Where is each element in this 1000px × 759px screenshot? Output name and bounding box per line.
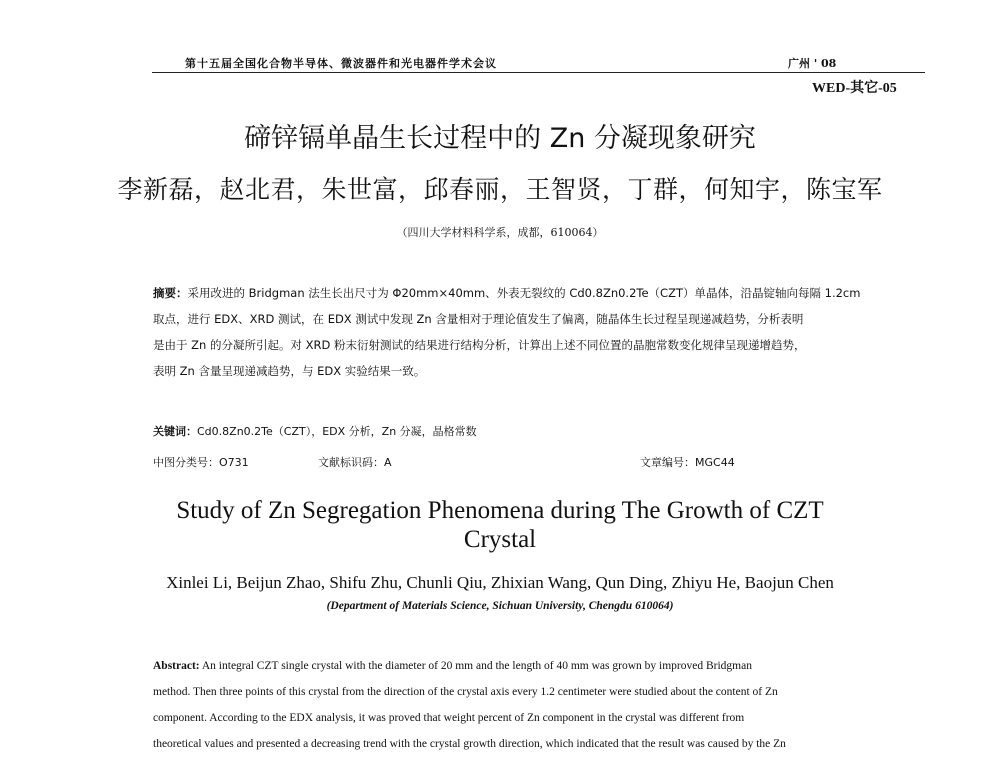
paper-code: WED-其它-05 xyxy=(812,81,897,96)
chinese-keywords-text: Cd0.8Zn0.2Te（CZT），EDX 分析，Zn 分凝，晶格常数 xyxy=(197,425,477,438)
chinese-abstract-line: 取点，进行 EDX、XRD 测试，在 EDX 测试中发现 Zn 含量相对于理论值发生了偏离，随晶体生长过程呈现递减趋势，分析表明 xyxy=(153,312,804,326)
classification-number: 中图分类号：O731 xyxy=(153,456,249,469)
chinese-abstract-text: 采用改进的 Bridgman 法生长出尺寸为 Φ20mm×40mm、外表无裂纹的 Cd0.8Zn0.2Te（CZT）单晶体，沿晶锭轴向每隔 1.2cm xyxy=(187,286,861,300)
conference-header: 第十五届全国化合物半导体、微波器件和光电器件学术会议 xyxy=(185,57,497,70)
english-abstract-text: An integral CZT single crystal with the diameter of 20 mm and the length of 40 mm was grown by improved Bridgman xyxy=(201,660,752,672)
conference-place-year: 广州 ' 08 xyxy=(788,57,837,70)
chinese-abstract-line: 是由于 Zn 的分凝所引起。对 XRD 粉末衍射测试的结果进行结构分析，计算出上述不同位置的晶胞常数变化规律呈现递增趋势， xyxy=(153,338,806,352)
english-title-line: Study of Zn Segregation Phenomena during The Growth of CZT xyxy=(176,497,824,524)
chinese-keywords-label: 关键词： xyxy=(153,425,197,438)
english-abstract-line: theoretical values and presented a decreasing trend with the crystal growth direction, which indicated that the result was caused by the Zn xyxy=(153,738,786,750)
chinese-authors: 李新磊，赵北君，朱世富，邱春丽，王智贤，丁群，何知宇，陈宝军 xyxy=(117,175,883,204)
english-authors: Xinlei Li, Beijun Zhao, Shifu Zhu, Chunli Qiu, Zhixian Wang, Qun Ding, Zhiyu He, Baojun Chen xyxy=(166,573,834,592)
english-affiliation: (Department of Materials Science, Sichuan University, Chengdu 610064) xyxy=(326,600,674,612)
english-abstract-line: component. According to the EDX analysis, it was proved that weight percent of Zn component in the crystal was different from xyxy=(153,712,745,724)
article-number: 文章编号：MGC44 xyxy=(640,456,735,469)
chinese-keywords xyxy=(153,423,477,439)
chinese-abstract-line xyxy=(153,285,860,301)
english-abstract-line: method. Then three points of this crystal from the direction of the crystal axis every 1.2 centimeter were studied about the content of Zn xyxy=(153,686,778,698)
chinese-abstract-line: 表明 Zn 含量呈现递减趋势，与 EDX 实验结果一致。 xyxy=(153,364,426,378)
chinese-abstract-label: 摘要： xyxy=(153,286,188,300)
chinese-affiliation: （四川大学材料科学系，成都，610064） xyxy=(396,226,604,239)
header-rule xyxy=(152,72,925,73)
english-abstract-label: Abstract: xyxy=(153,660,200,672)
chinese-title: 碲锌镉单晶生长过程中的 Zn 分凝现象研究 xyxy=(244,123,756,154)
english-abstract-line xyxy=(153,660,752,672)
english-title-line: Crystal xyxy=(463,526,537,553)
document-code: 文献标识码：A xyxy=(318,456,392,469)
